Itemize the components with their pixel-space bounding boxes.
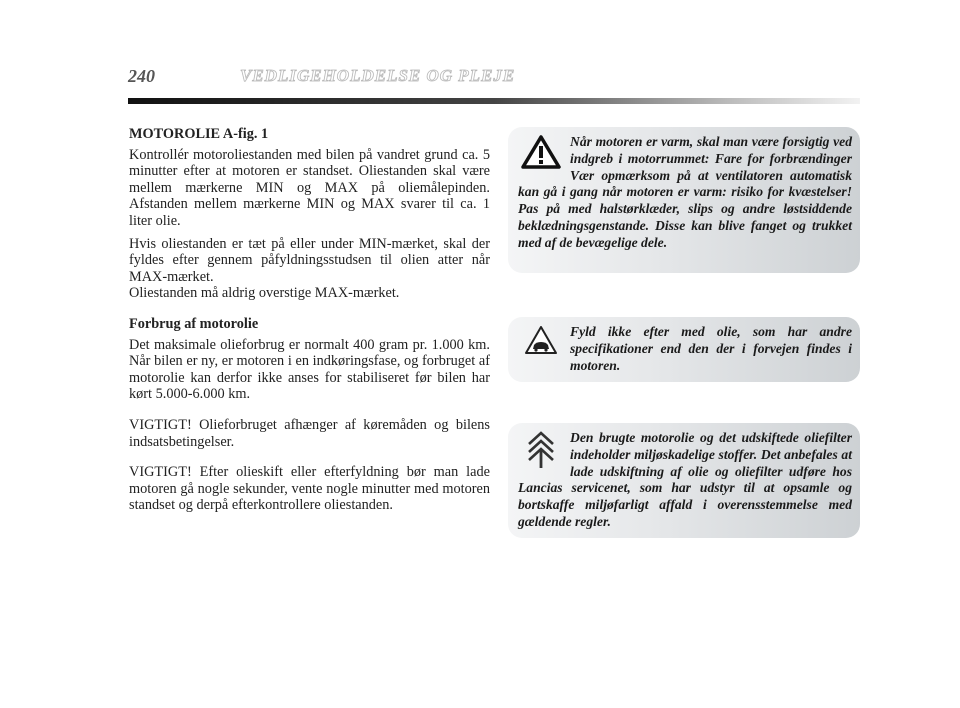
warning-note-text: Når motoren er varm, skal man være forsigtig ved indgreb i motorrummet: Fare for forbrændinger Vær opmærksom på at ventilatoren automatisk kan gå i gang når motoren er varm: risiko for kvæstelser! Pas på med halstørklæder, slips og andre løstsiddende beklædningsgenstande. Disse kan blive fanget og trukket med af de bevægelige dele. [518,134,852,250]
environment-note-text: Den brugte motorolie og det udskiftede oliefilter indeholder miljøskadelige stoffer. Det anbefales at lade udskiftning af olie og oliefilter udføre hos Lancias servicenet, som har udstyr til at opsamle og bortskaffe miljøfarligt affald i overensstemmelse med gældende regler. [518,430,852,529]
paragraph-max-warning: Oliestanden må aldrig overstige MAX-mærket. [129,285,400,302]
paragraph-oil-check: Kontrollér motoroliestanden med bilen på vandret grund ca. 5 minutter efter at motoren er standset. Oliestanden skal være mellem mærkerne MIN og MAX på oliemålepinden. Afstanden mellem mærkerne MIN og MAX svarer til ca. 1 liter olie. [129,146,490,229]
caution-note-box [508,317,860,382]
paragraph-important-driving: VIGTIGT! Olieforbruget afhænger af køremåden og bilens indsatsbetingelser. [129,416,490,450]
paragraph-important-recheck: VIGTIGT! Efter olieskift eller efterfyldning bør man lade motoren gå nogle sekunder, vente nogle minutter med motoren standset og derpå efterkontrollere oliestanden. [129,464,490,514]
main-column [129,126,490,520]
paragraph-consumption: Det maksimale olieforbrug er normalt 400 gram pr. 1.000 km. Når bilen er ny, er motoren i en indkøringsfase, og forbruget af motorolie kan derfor ikke anses for stabiliseret før bilen har kørt 5.000-6.000 km. [129,336,490,403]
paragraph-refill: Hvis oliestanden er tæt på eller under MIN-mærket, skal der fyldes efter gennem påfyldningsstudsen til olien atter når MAX-mærket. [129,235,490,285]
section-title: VEDLIGEHOLDELSE OG PLEJE [240,66,516,85]
caution-note-text: Fyld ikke efter med olie, som har andre specifikationer end den der i forvejen findes i motoren. [570,324,852,373]
environment-note-box [508,423,860,538]
warning-triangle-icon [518,134,564,178]
vehicle-caution-triangle-icon [518,324,564,364]
subheading-oil-consumption: Forbrug af motorolie [129,315,259,332]
environment-arrows-icon [518,430,564,474]
section-heading: MOTOROLIE A-fig. 1 [129,126,269,142]
page-number: 240 [128,66,155,86]
warning-note-box [508,127,860,273]
header-rule [128,98,860,104]
